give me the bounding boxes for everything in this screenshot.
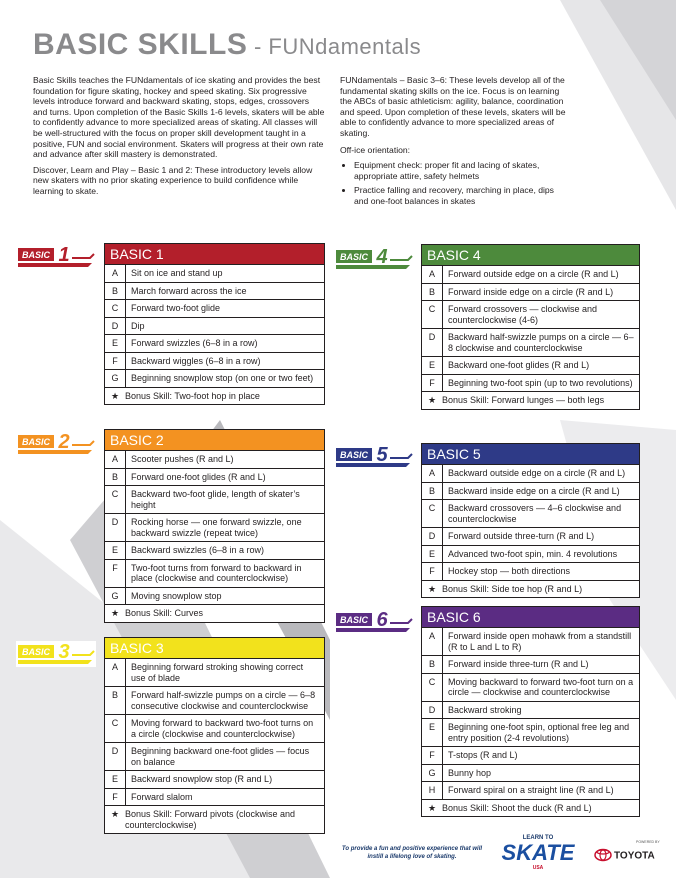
skill-row	[105, 658, 324, 686]
skill-text: Forward one-foot glides (R and L)	[131, 471, 266, 482]
skill-row	[105, 788, 324, 806]
bonus-skill	[422, 391, 639, 409]
skill-letter: G	[105, 588, 126, 605]
skill-letter: D	[105, 514, 126, 541]
level-title: BASIC 2	[105, 430, 324, 450]
skill-text: Forward slalom	[131, 791, 193, 802]
skill-row	[422, 673, 639, 701]
star-icon: ★	[428, 802, 437, 813]
level-table-2	[104, 429, 325, 623]
level-title: BASIC 4	[422, 245, 639, 265]
skill-letter: F	[422, 747, 443, 764]
logo-text-top: LEARN TO	[522, 835, 554, 841]
skill-row	[422, 718, 639, 746]
skill-text: Backward outside edge on a circle (R and L)	[448, 468, 626, 478]
level-badge-6	[334, 609, 414, 635]
logo-text-main: SKATE	[501, 840, 575, 865]
badge-word: BASIC	[21, 647, 51, 657]
skill-row	[422, 328, 639, 356]
skill-text: Beginning backward one-foot glides — focus on balance	[131, 746, 310, 767]
skill-letter: B	[105, 469, 126, 486]
skill-row	[105, 513, 324, 541]
star-icon: ★	[111, 809, 120, 819]
learn-to-skate-logo	[488, 830, 588, 872]
badge-word: BASIC	[21, 250, 51, 260]
level-table-3	[104, 637, 325, 834]
skill-text: March forward across the ice	[131, 285, 247, 296]
intro-right-para: FUNdamentals – Basic 3–6: These levels develop all of the fundamental skating skills on the ice. Focus is on learning the ABCs of basic athleticism: agility, balance, coordination and speed. Upon completion of these levels, skaters will be able to confidently advance to more specialized areas of skating.	[340, 75, 566, 138]
skill-text: Backward two-foot glide, length of skater’s height	[131, 489, 300, 510]
level-table-5	[421, 443, 640, 598]
skill-text: Beginning snowplow stop (on one or two feet)	[131, 373, 314, 383]
skill-text: Forward outside three-turn (R and L)	[448, 531, 595, 541]
skill-row	[105, 742, 324, 770]
skill-text: Two-foot turns from forward to backward in place (clockwise and counterclockwise)	[131, 562, 302, 583]
skill-text: Moving forward to backward two-foot turns on a circle (clockwise and counterclockwise)	[131, 718, 314, 739]
skill-letter: A	[105, 659, 126, 686]
skill-letter: B	[105, 687, 126, 714]
skill-row	[105, 541, 324, 559]
toyota-text: TOYOTA	[614, 850, 655, 862]
intro-right	[340, 75, 570, 211]
skill-letter: A	[422, 628, 443, 655]
skill-letter: A	[422, 465, 443, 482]
skill-row	[105, 334, 324, 352]
skill-letter: E	[105, 335, 126, 352]
skill-row	[422, 545, 639, 563]
intro-left-para-2: Discover, Learn and Play – Basic 1 and 2: These introductory levels allow new skaters with no prior skating experience to build confidence while learning to skate.	[33, 164, 313, 196]
skill-row	[422, 374, 639, 392]
skill-letter: B	[422, 284, 443, 301]
skill-row	[422, 562, 639, 580]
skill-row	[422, 746, 639, 764]
skill-letter: C	[105, 300, 126, 317]
title-main: BASIC SKILLS	[33, 28, 248, 61]
skill-letter: C	[105, 715, 126, 742]
level-table-1	[104, 243, 325, 405]
skill-row	[422, 655, 639, 673]
star-icon: ★	[111, 608, 120, 618]
title-separator: -	[247, 34, 269, 59]
badge-number: 3	[58, 641, 70, 663]
bonus-text: Bonus Skill: Forward lunges — both legs	[442, 395, 605, 405]
skill-text: Bunny hop	[448, 767, 492, 778]
level-title: BASIC 5	[422, 444, 639, 464]
bonus-skill	[105, 604, 324, 622]
skill-row	[422, 482, 639, 500]
logo-text-bottom: USA	[532, 865, 544, 871]
level-badge-2	[16, 431, 96, 457]
skill-text: Advanced two-foot spin, min. 4 revolutions	[448, 548, 618, 559]
skill-row	[105, 299, 324, 317]
badge-word: BASIC	[21, 437, 51, 447]
skill-letter: C	[422, 301, 443, 328]
badge-number: 1	[58, 244, 70, 266]
skill-letter: B	[422, 483, 443, 500]
skill-text: Hockey stop — both directions	[448, 566, 571, 576]
skill-letter: G	[105, 370, 126, 387]
skill-row	[422, 464, 639, 482]
skill-letter: C	[422, 500, 443, 527]
skill-row	[105, 282, 324, 300]
level-badge-4	[334, 246, 414, 272]
level-table-4	[421, 244, 640, 410]
skill-letter: E	[422, 719, 443, 746]
level-table-6	[421, 606, 640, 817]
skill-row	[105, 450, 324, 468]
skill-text: Forward spiral on a straight line (R and L)	[448, 785, 614, 795]
skill-row	[422, 527, 639, 545]
skill-text: Forward crossovers — clockwise and counterclockwise (4-6)	[448, 304, 598, 325]
skill-letter: F	[105, 789, 126, 806]
bonus-skill	[422, 580, 639, 598]
bonus-skill	[105, 805, 324, 833]
skill-row	[422, 781, 639, 799]
badge-word: BASIC	[339, 252, 369, 262]
office-list	[340, 160, 570, 206]
skill-letter: D	[105, 743, 126, 770]
skill-row	[105, 686, 324, 714]
title-sub: FUNdamentals	[268, 34, 422, 59]
bonus-text: Bonus Skill: Side toe hop (R and L)	[442, 583, 583, 594]
skill-text: Forward inside edge on a circle (R and L)	[448, 286, 614, 297]
intro-left	[33, 75, 325, 202]
office-label: Off-ice orientation:	[340, 144, 411, 155]
level-title: BASIC 6	[422, 607, 639, 627]
skill-row	[105, 587, 324, 605]
skill-letter: F	[105, 560, 126, 587]
skill-letter: E	[105, 542, 126, 559]
skill-row	[105, 468, 324, 486]
office-bullet: • Equipment check: proper fit and lacing of skates, appropriate attire, safety helmets	[354, 160, 570, 181]
bonus-skill	[105, 387, 324, 405]
skill-row	[422, 701, 639, 719]
skill-text: Backward inside edge on a circle (R and L)	[448, 485, 620, 496]
skill-text: Backward swizzles (6–8 in a row)	[131, 545, 265, 555]
toyota-logo	[594, 838, 664, 868]
intro-left-para-1: Basic Skills teaches the FUNdamentals of ice skating and provides the best foundation for figure skating, hockey and speed skating. Six progressive levels introduce forward and backward skating, stops, edges, crossovers and turns. Upon completion of the Basic Skills 1-6 levels, skaters will be able to confidently advance to more specialized areas of skating. All classes will be well-structured with the focus on proper skill development taught in a positive, FUN and social environment. Skaters will progress at their own rate and advance after skill mastery is demonstrated.	[33, 75, 325, 160]
skill-letter: H	[422, 782, 443, 799]
skill-letter: E	[422, 546, 443, 563]
skill-row	[105, 485, 324, 513]
skill-text: Backward wiggles (6–8 in a row)	[131, 355, 261, 366]
skill-text: Backward stroking	[448, 704, 522, 715]
skill-row	[422, 764, 639, 782]
bonus-text: Bonus Skill: Forward pivots (clockwise and counterclockwise)	[125, 809, 296, 830]
skill-row	[422, 283, 639, 301]
level-badge-1	[16, 244, 96, 270]
skill-letter: A	[105, 265, 126, 282]
skill-row	[105, 352, 324, 370]
powered-by-text: POWERED BY	[636, 840, 660, 844]
skill-text: Scooter pushes (R and L)	[131, 454, 234, 464]
skill-row	[105, 559, 324, 587]
skill-text: Moving backward to forward two-foot turn on a circle — clockwise and counterclockwise	[448, 676, 634, 697]
level-title: BASIC 3	[105, 638, 324, 658]
skill-row	[422, 356, 639, 374]
skill-text: Backward crossovers — 4–6 clockwise and counterclockwise	[448, 503, 622, 524]
skill-letter: D	[422, 528, 443, 545]
skill-letter: A	[105, 451, 126, 468]
bonus-text: Bonus Skill: Two-foot hop in place	[125, 390, 260, 401]
skill-text: Beginning one-foot spin, optional free leg and entry position (2-4 revolutions)	[448, 722, 630, 743]
star-icon: ★	[428, 395, 437, 405]
skill-letter: E	[105, 771, 126, 788]
skill-letter: F	[422, 375, 443, 392]
skill-letter: F	[422, 563, 443, 580]
skill-row	[105, 369, 324, 387]
skill-text: Beginning two-foot spin (up to two revolutions)	[448, 377, 633, 388]
skill-text: T-stops (R and L)	[448, 750, 518, 760]
skill-row	[105, 770, 324, 788]
badge-number: 5	[376, 444, 388, 466]
skill-text: Sit on ice and stand up	[131, 268, 223, 278]
skill-text: Forward outside edge on a circle (R and L)	[448, 269, 619, 279]
skill-letter: E	[422, 357, 443, 374]
skill-letter: D	[105, 318, 126, 335]
skill-letter: F	[105, 353, 126, 370]
badge-word: BASIC	[339, 615, 369, 625]
level-title: BASIC 1	[105, 244, 324, 264]
footer-tagline: To provide a fun and positive experience that will instill a lifelong love of skating.	[341, 846, 483, 860]
bonus-skill	[422, 799, 639, 817]
skill-row	[422, 265, 639, 283]
skill-text: Backward snowplow stop (R and L)	[131, 774, 273, 784]
skill-row	[422, 499, 639, 527]
skill-letter: C	[105, 486, 126, 513]
skill-text: Forward swizzles (6–8 in a row)	[131, 338, 258, 348]
skill-text: Moving snowplow stop	[131, 590, 222, 601]
skill-row	[422, 627, 639, 655]
skill-text: Beginning forward stroking showing correct use of blade	[131, 662, 304, 683]
skill-text: Forward inside open mohawk from a standstill (R to L and L to R)	[448, 631, 632, 652]
skill-text: Forward two-foot glide	[131, 303, 221, 313]
skill-text: Rocking horse — one forward swizzle, one backward swizzle (repeat twice)	[131, 517, 302, 538]
skill-letter: D	[422, 329, 443, 356]
skill-letter: B	[422, 656, 443, 673]
skill-text: Forward inside three-turn (R and L)	[448, 659, 589, 669]
star-icon: ★	[428, 583, 437, 594]
skill-letter: C	[422, 674, 443, 701]
office-bullet: • Practice falling and recovery, marching in place, dips and one-foot balances in skates	[354, 185, 570, 206]
star-icon: ★	[111, 390, 120, 401]
skill-letter: D	[422, 702, 443, 719]
bonus-text: Bonus Skill: Shoot the duck (R and L)	[442, 802, 592, 813]
skill-text: Forward half-swizzle pumps on a circle — 6–8 consecutive clockwise and counterclockwise	[131, 690, 316, 711]
skill-letter: B	[105, 283, 126, 300]
badge-number: 4	[376, 246, 388, 268]
page-title	[33, 28, 421, 62]
skill-row	[422, 300, 639, 328]
badge-number: 6	[376, 609, 388, 631]
badge-word: BASIC	[339, 450, 369, 460]
skill-letter: A	[422, 266, 443, 283]
level-badge-5	[334, 444, 414, 470]
skill-text: Backward one-foot glides (R and L)	[448, 360, 590, 370]
level-badge-3	[16, 641, 96, 667]
skill-row	[105, 317, 324, 335]
bonus-text: Bonus Skill: Curves	[125, 608, 204, 618]
badge-number: 2	[58, 431, 70, 453]
skill-letter: G	[422, 765, 443, 782]
skill-row	[105, 714, 324, 742]
skill-text: Dip	[131, 320, 145, 331]
skill-row	[105, 264, 324, 282]
skill-text: Backward half-swizzle pumps on a circle — 6–8 clockwise and counterclockwise	[448, 332, 634, 353]
